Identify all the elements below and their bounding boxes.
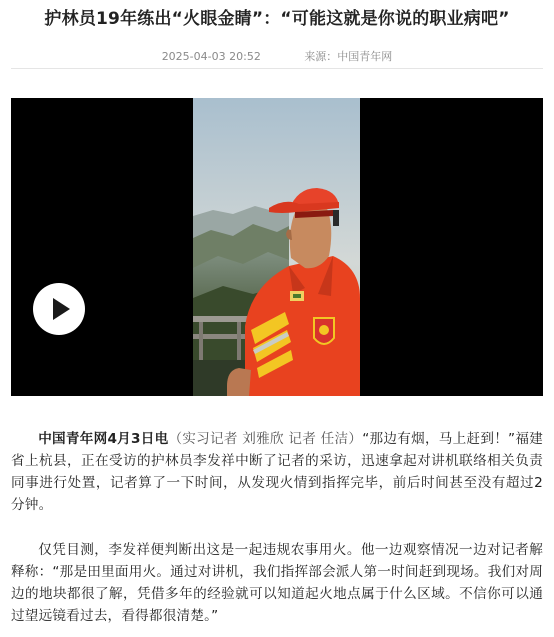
paragraph-2: 仅凭目测，李发祥便判断出这是一起违规农事用火。他一边观察情况一边对记者解释称：“那是田里面用火。通过对讲机，我们指挥部会派人第一时间赶到现场。我们对周边的地块都很了解，凭借多年的经验就可以知道起火地点属于什么区域。不信你可以通过望远镜看过去，看得都很清楚。” [11,542,543,624]
badge-icon [290,291,304,301]
publish-date: 2025-04-03 20:52 [161,50,261,63]
patch-icon [314,318,334,344]
byline: （实习记者 刘雅欣 记者 任洁） [168,431,363,447]
video-player[interactable] [11,98,543,396]
video-frame [193,98,360,396]
play-button[interactable] [33,283,85,335]
article-title: 护林员19年练出“火眼金睛”：“可能这就是你说的职业病吧” [44,9,510,29]
play-icon [53,298,70,320]
paragraph-1 [11,428,543,516]
video-poster-image [193,98,360,396]
article-body [11,428,543,627]
dateline: 中国青年网4月3日电 [38,431,169,447]
article-source: 来源：中国青年网 [304,50,393,63]
paragraph-1-text: “那边有烟，马上赶到！”福建省上杭县，正在受访的护林员李发祥中断了记者的采访，迅速拿起对讲机联络相关负责同事进行处置，记者算了一下时间，从发现火情到指挥完毕，前后时间甚至没有超过2分钟。 [11,431,544,513]
header-divider [11,68,543,69]
article-meta [0,48,554,64]
